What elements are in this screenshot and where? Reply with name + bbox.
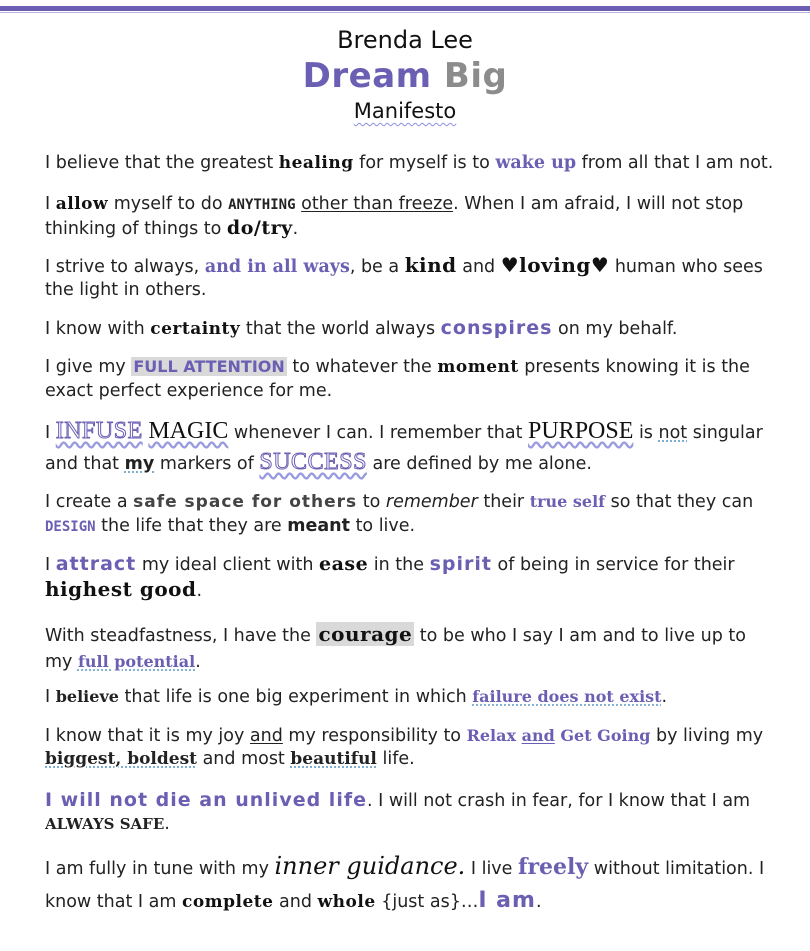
text: With steadfastness, I have the: [45, 626, 317, 646]
text: are defined by me alone.: [366, 454, 592, 474]
emphasis-moment: moment: [437, 357, 519, 377]
text: I live: [465, 858, 518, 879]
text: and: [456, 256, 501, 277]
text: to: [357, 492, 386, 512]
text: and most: [197, 749, 291, 769]
emphasis-anything: ANYTHING: [228, 196, 296, 213]
text: I give my: [45, 357, 132, 377]
emphasis-magic: MAGIC: [148, 418, 229, 444]
emphasis-success: SUCCESS: [259, 449, 367, 475]
emphasis-inner-guidance: inner guidance.: [274, 851, 466, 880]
emphasis-full-potential: full potential: [77, 652, 196, 671]
text: so that they can: [605, 492, 754, 512]
emphasis-spirit: spirit: [429, 553, 492, 575]
text: singular and that: [45, 423, 763, 474]
header: [0, 24, 810, 126]
text: .: [661, 687, 668, 707]
text: I create a: [45, 492, 134, 512]
text: I know that it is my joy: [45, 725, 250, 746]
text: .: [292, 219, 299, 239]
paragraph-4: [45, 317, 775, 342]
emphasis-allow: allow: [55, 193, 109, 214]
emphasis-i-am: I am: [478, 887, 536, 913]
title-big: Big: [443, 56, 508, 96]
text: .: [164, 814, 170, 834]
text: whenever I can. I remember that: [228, 423, 528, 443]
paragraph-5: [45, 355, 775, 403]
text: markers of: [154, 454, 260, 474]
paragraph-10: [45, 685, 775, 710]
emphasis-ease: ease: [319, 553, 369, 575]
text: {just as}…: [375, 891, 479, 912]
emphasis-other-than-freeze: other than freeze: [301, 193, 454, 214]
emphasis-complete: complete: [181, 891, 274, 912]
text: I: [45, 193, 56, 214]
emphasis-design: DESIGN: [45, 518, 96, 535]
page-title: [0, 56, 810, 96]
paragraph-6: [45, 417, 775, 479]
text: my responsibility to: [282, 725, 467, 746]
emphasis-safe-space: safe space for others: [133, 492, 358, 512]
text: I am fully in tune with my: [45, 858, 275, 879]
text: from all that I am not.: [576, 153, 774, 173]
paragraph-7: [45, 490, 775, 539]
paragraph-12: [45, 789, 775, 837]
title-dream: Dream: [302, 56, 432, 96]
emphasis-failure-does-not-exist: failure does not exist: [472, 687, 662, 706]
emphasis-beautiful: beautiful: [290, 749, 377, 769]
text: I strive to always,: [45, 256, 205, 277]
text: .: [535, 891, 542, 912]
emphasis-remember: remember: [385, 492, 478, 512]
emphasis-attract: attract: [55, 553, 137, 575]
text: on my behalf.: [552, 318, 678, 339]
paragraph-9: [45, 621, 775, 675]
text: to be who I say I am and to live up to my: [45, 626, 746, 672]
emphasis-whole: whole: [317, 891, 376, 912]
emphasis-get-going: Get Going: [554, 725, 651, 745]
emphasis-full-attention: FULL ATTENTION: [133, 357, 285, 376]
paragraph-2: [45, 193, 775, 242]
emphasis-conspires: conspires: [440, 316, 553, 339]
emphasis-not: not: [658, 423, 688, 443]
top-rule-thin: [0, 12, 810, 13]
emphasis-my: my: [124, 454, 155, 474]
text: I know with: [45, 318, 151, 339]
emphasis-relax: Relax: [466, 725, 522, 745]
emphasis-certainty: certainty: [150, 318, 241, 339]
paragraph-11: [45, 724, 775, 772]
text: I believe that the greatest: [45, 153, 279, 173]
text: their: [477, 492, 530, 512]
emphasis-relax-and: and: [521, 725, 555, 745]
text: human who sees the light in others.: [45, 256, 763, 300]
text: .: [196, 580, 203, 601]
emphasis-purpose: PURPOSE: [528, 418, 634, 444]
emphasis-always-safe: ALWAYS SAFE: [45, 815, 165, 833]
emphasis-and-in-all-ways: and in all ways: [204, 256, 350, 277]
text: I: [45, 555, 56, 575]
text: and: [273, 891, 318, 912]
manifesto-body: [45, 152, 775, 918]
paragraph-13: [45, 851, 775, 918]
paragraph-3: [45, 254, 775, 303]
emphasis-believe: believe: [55, 687, 119, 706]
text: in the: [368, 555, 430, 575]
text: is: [633, 423, 659, 443]
emphasis-true-self: true self: [529, 492, 606, 511]
text: I: [45, 423, 56, 443]
page-subtitle: Manifesto: [353, 99, 457, 123]
text: .: [195, 652, 201, 672]
paragraph-8: [45, 553, 775, 603]
emphasis-do-try: do/try: [226, 217, 293, 239]
text: to live.: [350, 515, 416, 536]
emphasis-and: and: [249, 725, 283, 746]
top-rule: [0, 6, 810, 11]
text: . When I am afraid, I will not stop thinking of things to: [45, 193, 744, 239]
emphasis-infuse: INFUSE: [55, 418, 143, 444]
text: presents knowing it is the exact perfect experience for me.: [45, 357, 750, 401]
text: , be a: [349, 256, 405, 277]
text: I: [45, 687, 56, 707]
text: that life is one big experiment in which: [118, 687, 473, 707]
text: for myself is to: [353, 153, 496, 173]
text: the life that they are: [95, 515, 288, 536]
emphasis-freely: freely: [518, 853, 589, 880]
emphasis-loving: ♥loving♥: [500, 252, 610, 277]
text: life.: [376, 749, 415, 769]
text: that the world always: [240, 318, 441, 339]
emphasis-courage: courage: [318, 622, 413, 646]
text: without limitation. I know that I am: [45, 858, 765, 912]
emphasis-wake-up: wake up: [495, 153, 577, 173]
emphasis-unlived-life: I will not die an unlived life: [45, 788, 367, 811]
emphasis-healing: healing: [278, 153, 354, 173]
text: to whatever the: [286, 357, 438, 377]
paragraph-1: [45, 152, 775, 176]
text: myself to do: [108, 193, 229, 214]
author-name: Brenda Lee: [337, 26, 473, 54]
text: my ideal client with: [136, 555, 319, 575]
text: by living my: [650, 725, 764, 746]
emphasis-highest-good: highest good: [45, 576, 197, 601]
text: . I will not crash in fear, for I know that I am: [367, 790, 751, 811]
emphasis-kind: kind: [404, 252, 457, 277]
text: of being in service for their: [491, 555, 735, 575]
emphasis-meant: meant: [287, 515, 350, 536]
emphasis-biggest-boldest: biggest, boldest: [45, 749, 198, 769]
